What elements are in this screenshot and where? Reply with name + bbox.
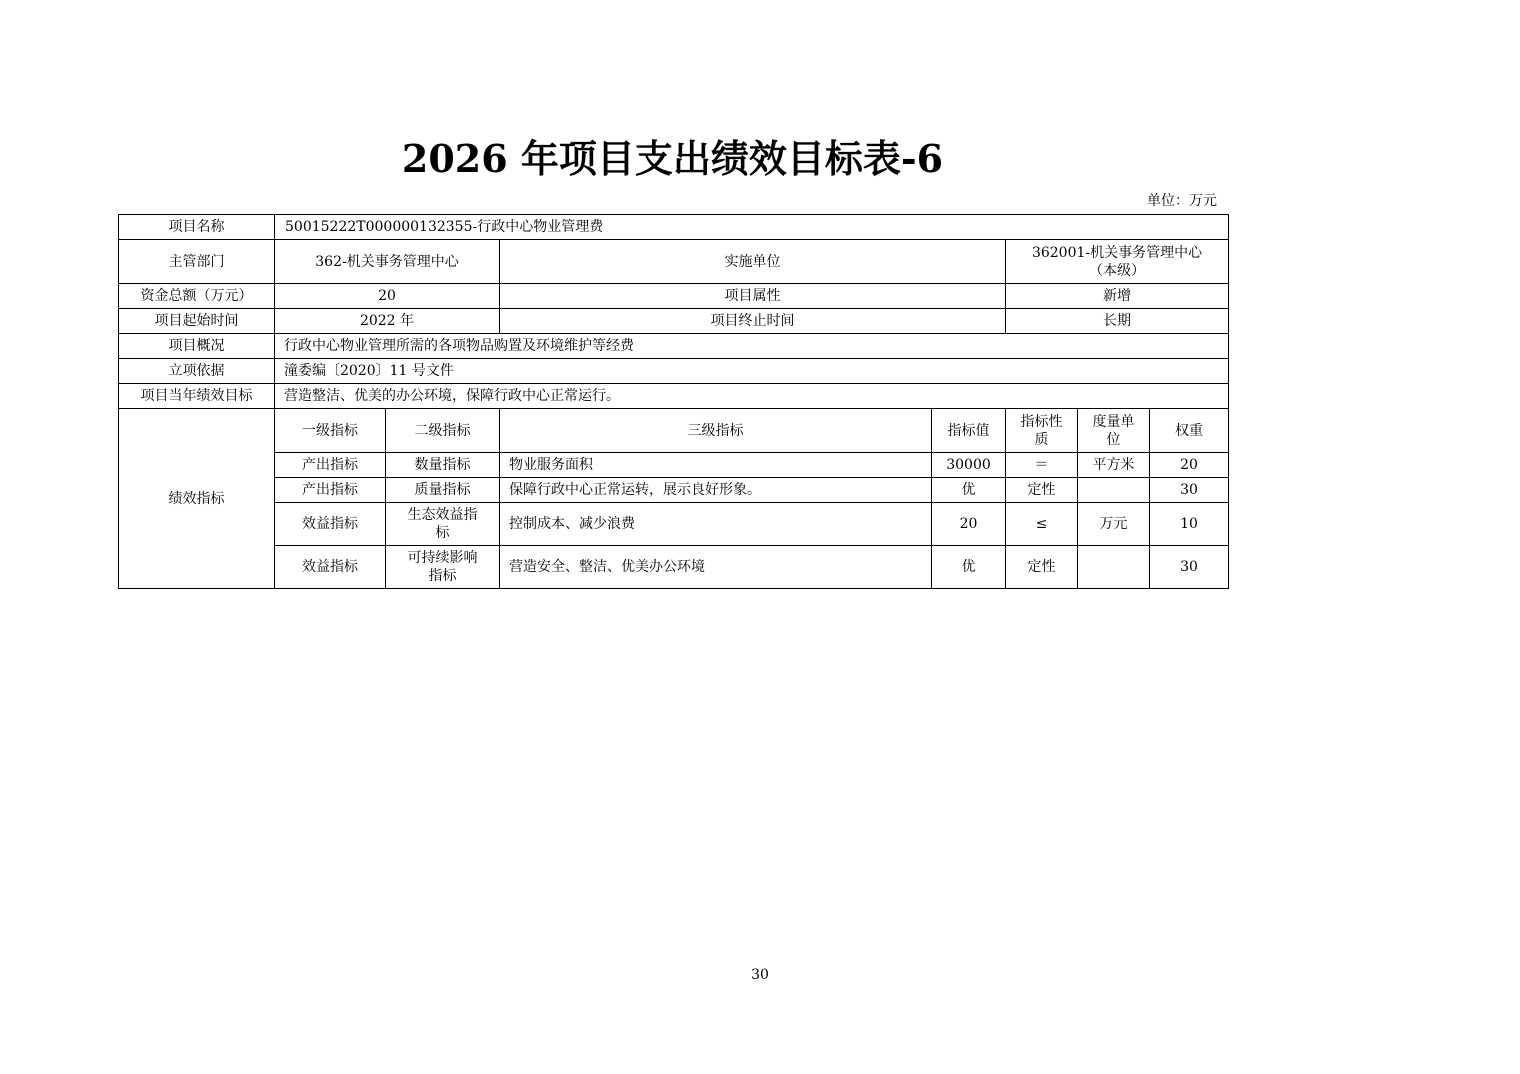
indicator-weight: 20 [1150,453,1229,478]
indicator-level1: 效益指标 [275,546,386,589]
indicator-weight: 10 [1150,503,1229,546]
header-level2: 二级指标 [386,409,500,453]
indicator-level2: 质量指标 [386,478,500,503]
dept-label: 主管部门 [119,240,275,284]
basis-value: 潼委编〔2020〕11 号文件 [275,359,1229,384]
indicator-unit [1078,478,1150,503]
impl-unit-value [1006,240,1229,284]
indicator-level3: 营造安全、整洁、优美办公环境 [500,546,932,589]
indicator-unit: 平方米 [1078,453,1150,478]
end-time-value: 长期 [1006,309,1229,334]
indicator-level2-line2: 指标 [428,568,457,584]
indicator-value: 30000 [932,453,1006,478]
indicator-row [119,453,1229,478]
indicator-weight: 30 [1150,478,1229,503]
indicator-unit [1078,546,1150,589]
indicator-weight: 30 [1150,546,1229,589]
page-title: 2026 年项目支出绩效目标表-6 [401,136,944,181]
overview-value: 行政中心物业管理所需的各项物品购置及环境维护等经费 [275,334,1229,359]
indicator-level2-line1: 可持续影响 [407,550,478,566]
indicator-nature: 定性 [1006,546,1078,589]
department-row [119,240,1229,284]
indicator-value: 优 [932,478,1006,503]
indicator-header-row [119,409,1229,453]
indicator-value: 20 [932,503,1006,546]
header-unit-line2: 位 [1106,431,1121,448]
attr-label: 项目属性 [500,284,1006,309]
indicator-row [119,503,1229,546]
goal-label: 项目当年绩效目标 [119,384,275,409]
indicator-level2 [386,546,500,589]
indicator-level3: 保障行政中心正常运转，展示良好形象。 [500,478,932,503]
indicator-row [119,478,1229,503]
end-time-label: 项目终止时间 [500,309,1006,334]
overview-row [119,334,1229,359]
time-row [119,309,1229,334]
page-number: 30 [751,967,769,983]
project-name-label: 项目名称 [119,215,275,240]
indicator-nature: 定性 [1006,478,1078,503]
dept-value: 362-机关事务管理中心 [275,240,500,284]
impl-unit-value-line2: （本级） [1089,262,1146,279]
indicator-value: 优 [932,546,1006,589]
indicator-level2-line1: 生态效益指 [407,507,478,523]
indicator-unit: 万元 [1078,503,1150,546]
indicator-level3: 控制成本、减少浪费 [500,503,932,546]
impl-unit-label: 实施单位 [500,240,1006,284]
funds-row [119,284,1229,309]
indicator-level1: 产出指标 [275,453,386,478]
performance-target-table [118,214,1229,589]
header-nature-line2: 质 [1034,431,1049,448]
basis-row [119,359,1229,384]
start-time-value: 2022 年 [275,309,500,334]
indicators-section-label: 绩效指标 [119,409,275,589]
header-nature [1006,409,1078,453]
indicator-nature: ＝ [1006,453,1078,478]
indicator-level1: 产出指标 [275,478,386,503]
header-unit [1078,409,1150,453]
indicator-level2: 数量指标 [386,453,500,478]
overview-label: 项目概况 [119,334,275,359]
header-value: 指标值 [932,409,1006,453]
unit-label: 单位：万元 [1147,193,1217,209]
header-level3: 三级指标 [500,409,932,453]
indicator-row [119,546,1229,589]
indicator-nature: ≤ [1006,503,1078,546]
funds-value: 20 [275,284,500,309]
indicator-level1: 效益指标 [275,503,386,546]
indicator-level2 [386,503,500,546]
indicator-level2-line2: 标 [435,525,450,541]
goal-row [119,384,1229,409]
project-name-value: 50015222T000000132355-行政中心物业管理费 [275,215,1229,240]
basis-label: 立项依据 [119,359,275,384]
header-level1: 一级指标 [275,409,386,453]
impl-unit-value-line1: 362001-机关事务管理中心 [1031,244,1203,261]
project-name-row [119,215,1229,240]
attr-value: 新增 [1006,284,1229,309]
header-unit-line1: 度量单 [1092,413,1135,430]
funds-label: 资金总额（万元） [119,284,275,309]
start-time-label: 项目起始时间 [119,309,275,334]
header-nature-line1: 指标性 [1020,413,1063,430]
goal-value: 营造整洁、优美的办公环境，保障行政中心正常运行。 [275,384,1229,409]
header-weight: 权重 [1150,409,1229,453]
indicator-level3: 物业服务面积 [500,453,932,478]
